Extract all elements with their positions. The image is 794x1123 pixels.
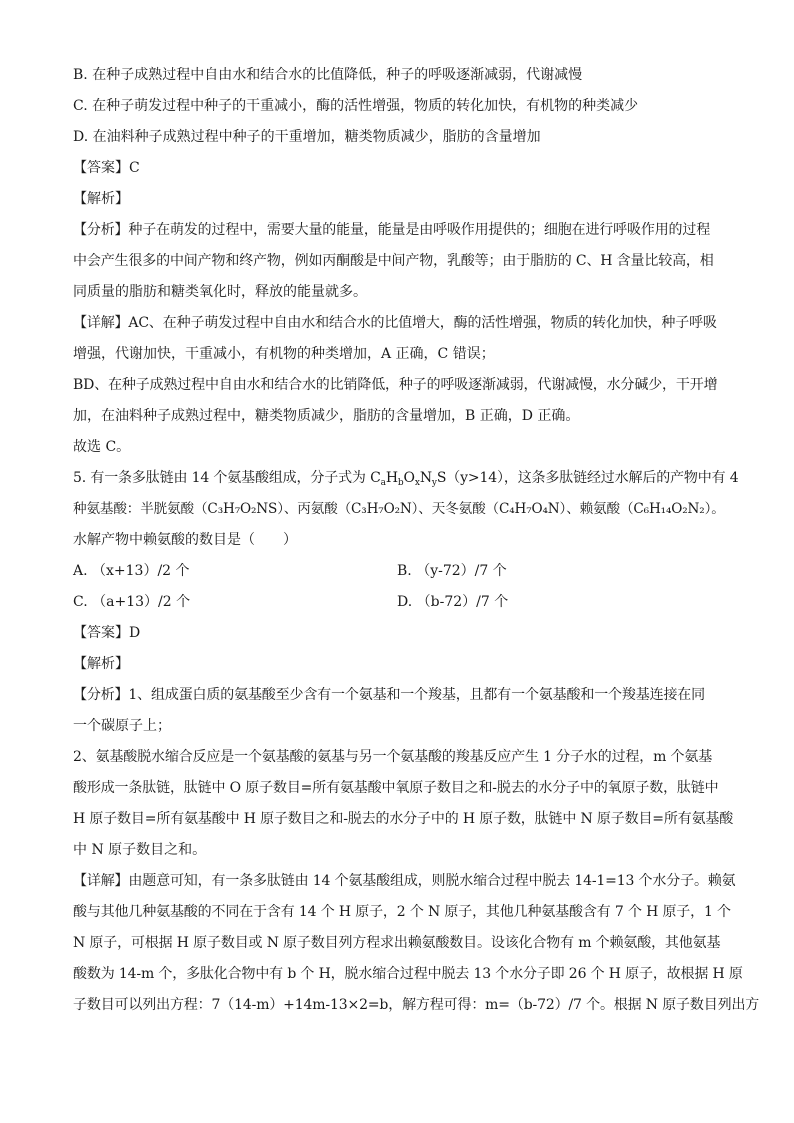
q5-xiangjie-line-2: 酸与其他几种氨基酸的不同在于含有 14 个 H 原子，2 个 N 原子，其他几种氨基酸含有 7 个 H 原子，1 个 (73, 904, 731, 920)
q4-xiangjie-line-1: 【详解】AC、在种子萌发过程中自由水和结合水的比值增大，酶的活性增强，物质的转化加快，种子呼吸 (73, 315, 717, 331)
q5-options-row-1 (73, 558, 723, 589)
q5-xiangjie-line-3: N 原子，可根据 H 原子数目或 N 原子数目列方程求出赖氨酸数目。设该化合物有 m 个赖氨酸，其他氨基 (73, 935, 721, 951)
q4-option-c: C. 在种子萌发过程中种子的干重减小，酶的活性增强，物质的转化加快，有机物的种类减少 (73, 98, 639, 114)
q5-stem-text-e: S（y>14），这条多肽链经过水解后的产物中有 4 (436, 470, 739, 486)
q5-option-a: A. （x+13）/2 个 (73, 563, 190, 579)
q5-formula-o: O (403, 470, 415, 486)
q4-fenxi-line-2: 中会产生很多的中间产物和终产物，例如丙酮酸是中间产物，乳酸等；由于脂肪的 C、H 含量比较高，相 (73, 253, 714, 269)
q5-fenxi-line-3: 2、氨基酸脱水缩合反应是一个氨基酸的氨基与另一个氨基酸的羧基反应产生 1 分子水的过程，m 个氨基 (73, 749, 713, 765)
q5-stem-line-2: 种氨基酸：半胱氨酸（C₃H₇O₂NS）、丙氨酸（C₃H₇O₂N）、天冬氨酸（C₄H₇O₄N）、赖氨酸（C₆H₁₄O₂N₂）。 (73, 501, 725, 517)
q4-analysis-heading: 【解析】 (73, 191, 129, 207)
q5-formula-n: N (419, 470, 432, 486)
q5-answer: 【答案】D (73, 625, 141, 641)
q5-option-b: B. （y-72）/7 个 (397, 563, 507, 579)
q5-formula-sub-a: a (380, 478, 386, 488)
q4-xiangjie-line-4: 加，在油料种子成熟过程中，糖类物质减少，脂肪的含量增加，B 正确，D 正确。 (73, 408, 580, 424)
q5-formula-h: H (385, 470, 398, 486)
q5-formula-sub-x: x (414, 478, 420, 488)
q5-xiangjie-line-1: 【详解】由题意可知，有一条多肽链由 14 个氨基酸组成，则脱水缩合过程中脱去 14-1=13 个水分子。赖氨 (73, 873, 736, 889)
document-page (73, 62, 760, 1023)
q5-fenxi-line-6: 中 N 原子数目之和。 (73, 842, 207, 858)
q5-stem-line-3: 水解产物中赖氨酸的数目是（ ） (73, 532, 297, 548)
q4-fenxi-line-3: 同质量的脂肪和糖类氧化时，释放的能量就多。 (73, 284, 367, 300)
q5-option-d: D. （b-72）/7 个 (397, 594, 509, 610)
q4-fenxi-line-1: 【分析】种子在萌发的过程中，需要大量的能量，能量是由呼吸作用提供的；细胞在进行呼吸作用的过程 (73, 222, 711, 238)
q5-xiangjie-line-4: 酸数为 14-m 个，多肽化合物中有 b 个 H，脱水缩合过程中脱去 13 个水分子即 26 个 H 原子，故根据 H 原 (73, 966, 743, 982)
q4-conclusion: 故选 C。 (73, 439, 131, 455)
q4-xiangjie-line-2: 增强，代谢加快，干重减小，有机物的种类增加，A 正确，C 错误； (73, 346, 495, 362)
q5-options-row-2 (73, 589, 723, 620)
q4-option-b: B. 在种子成熟过程中自由水和结合水的比值降低，种子的呼吸逐渐减弱，代谢减慢 (73, 67, 583, 83)
q5-fenxi-line-4: 酸形成一条肽链，肽链中 O 原子数目=所有氨基酸中氧原子数目之和-脱去的水分子中的氧原子数，肽链中 (73, 780, 719, 796)
q5-option-c: C. （a+13）/2 个 (73, 594, 191, 610)
q4-xiangjie-line-3: BD、在种子成熟过程中自由水和结合水的比销降低，种子的呼吸逐渐减弱，代谢减慢，水分碱少，干开增 (73, 377, 718, 393)
q5-fenxi-line-5: H 原子数目=所有氨基酸中 H 原子数目之和-脱去的水分子中的 H 原子数，肽链中 N 原子数目=所有氨基酸 (73, 811, 734, 827)
q5-formula-sub-b: b (397, 478, 404, 488)
q5-stem-line-1 (73, 465, 739, 496)
q4-answer: 【答案】C (73, 160, 140, 176)
q5-analysis-heading: 【解析】 (73, 656, 129, 672)
q5-fenxi-line-1: 【分析】1、组成蛋白质的氨基酸至少含有一个氨基和一个羧基，且都有一个氨基酸和一个羧基连接在同 (73, 687, 706, 703)
q4-option-d: D. 在油料种子成熟过程中种子的干重增加，糖类物质减少，脂肪的含量增加 (73, 129, 541, 145)
q5-xiangjie-line-5: 子数目可以列出方程：7（14-m）+14m-13×2=b，解方程可得：m=（b-72）/7 个。根据 N 原子数目列出方 (73, 997, 760, 1013)
q5-stem-text-a: 5. 有一条多肽链由 14 个氨基酸组成，分子式为 C (73, 470, 381, 486)
q5-fenxi-line-2: 一个碳原子上； (73, 718, 171, 734)
q5-formula-sub-y: y (431, 478, 437, 488)
